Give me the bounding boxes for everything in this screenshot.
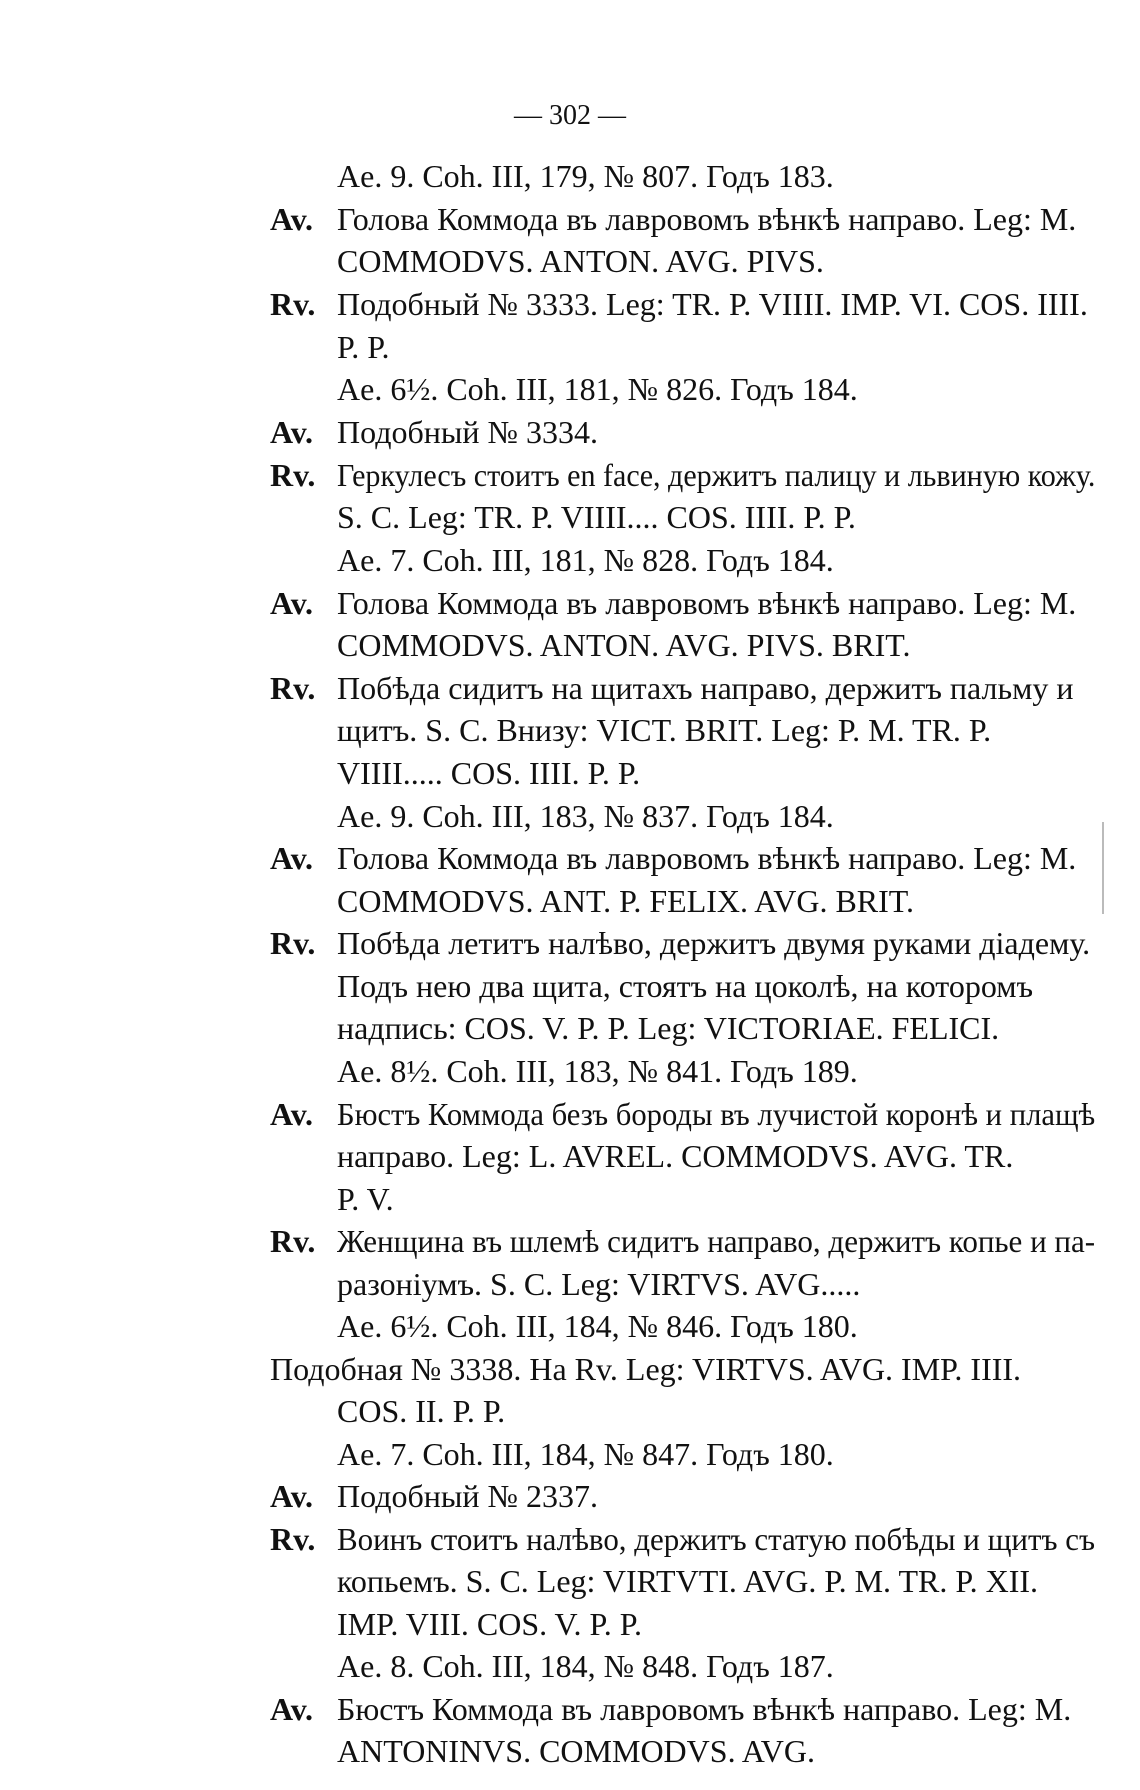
entry-text: P. V. [337, 1181, 394, 1217]
page-number: — 302 — [514, 100, 626, 131]
entry-text: IMP. VIII. COS. V. P. P. [337, 1606, 643, 1642]
obverse-label: Av. [270, 1691, 313, 1727]
obverse-label: Av. [270, 201, 313, 237]
entry-text: Подъ нею два щита, стоятъ на цоколѣ, на которомъ [337, 968, 1034, 1004]
reverse-label: Rv. [270, 925, 316, 961]
entry-text: Женщина въ шлемѣ сидитъ направо, держитъ копье и па- [337, 1223, 1096, 1259]
entry-text: Подобный № 3333. Leg: TR. P. VIIII. IMP. VI. COS. IIII. [337, 286, 1088, 322]
entry-text: Ae. 8½. Coh. III, 183, № 841. Годъ 189. [337, 1053, 858, 1089]
entry-text: щитъ. S. C. Внизу: VICT. BRIT. Leg: P. M. TR. P. [337, 712, 992, 748]
entry-text: COS. II. P. P. [337, 1393, 506, 1429]
reverse-label: Rv. [270, 457, 316, 493]
entry-text: COMMODVS. ANT. P. FELIX. AVG. BRIT. [337, 883, 914, 919]
entry-text: Голова Коммода въ лавровомъ вѣнкѣ направо. Leg: M. [337, 201, 1077, 237]
entry-text: Ae. 9. Coh. III, 179, № 807. Годъ 183. [337, 158, 834, 194]
entry-text: Ae. 6½. Coh. III, 181, № 826. Годъ 184. [337, 371, 858, 407]
entry-text: Геркулесъ стоитъ en face, держитъ палицу и львиную кожу. [337, 457, 1096, 493]
entry-text: Побѣда летитъ налѣво, держитъ двумя руками діадему. [337, 925, 1091, 961]
entry-text: COMMODVS. ANTON. AVG. PIVS. BRIT. [337, 627, 911, 663]
entry-text: Ae. 8. Coh. III, 184, № 848. Годъ 187. [337, 1648, 834, 1684]
entry-text: S. C. Leg: TR. P. VIIII.... COS. IIII. P. P. [337, 499, 856, 535]
obverse-label: Av. [270, 1096, 313, 1132]
entry-text: копьемъ. S. C. Leg: VIRTVTI. AVG. P. M. TR. P. XII. [337, 1563, 1039, 1599]
entry-text: Ae. 7. Coh. III, 184, № 847. Годъ 180. [337, 1436, 834, 1472]
entry-text: Воинъ стоитъ налѣво, держитъ статую побѣды и щитъ съ [337, 1521, 1095, 1557]
obverse-label: Av. [270, 1478, 313, 1514]
entry-text: Ae. 9. Coh. III, 183, № 837. Годъ 184. [337, 798, 834, 834]
entry-text: Голова Коммода въ лавровомъ вѣнкѣ направо. Leg: M. [337, 585, 1077, 621]
reverse-label: Rv. [270, 1521, 316, 1557]
entry-text: Побѣда сидитъ на щитахъ направо, держитъ пальму и [337, 670, 1074, 706]
scan-edge-mark [1102, 822, 1104, 914]
entry-text: надпись: COS. V. P. P. Leg: VICTORIAE. FELICI. [337, 1010, 1000, 1046]
entry-text: Бюстъ Коммода въ лавровомъ вѣнкѣ направо. Leg: M. [337, 1691, 1072, 1727]
entry-text: Подобный № 3334. [337, 414, 599, 450]
entry-text: ANTONINVS. COMMODVS. AVG. [337, 1733, 815, 1769]
entry-text: Подобная № 3338. На Rv. Leg: VIRTVS. AVG. IMP. IIII. [270, 1351, 1022, 1387]
entry-text: Ae. 6½. Coh. III, 184, № 846. Годъ 180. [337, 1308, 858, 1344]
entry-text: Голова Коммода въ лавровомъ вѣнкѣ направо. Leg: M. [337, 840, 1077, 876]
entry-text: VIIII..... COS. IIII. P. P. [337, 755, 641, 791]
reverse-label: Rv. [270, 286, 316, 322]
reverse-label: Rv. [270, 1223, 316, 1259]
entry-text: COMMODVS. ANTON. AVG. PIVS. [337, 243, 824, 279]
reverse-label: Rv. [270, 670, 316, 706]
obverse-label: Av. [270, 840, 313, 876]
obverse-label: Av. [270, 585, 313, 621]
entry-text: Подобный № 2337. [337, 1478, 599, 1514]
entry-text: P. P. [337, 329, 390, 365]
entry-text: Ae. 7. Coh. III, 181, № 828. Годъ 184. [337, 542, 834, 578]
entry-text: разоніумъ. S. C. Leg: VIRTVS. AVG..... [337, 1266, 861, 1302]
entry-text: Бюстъ Коммода безъ бороды въ лучистой коронѣ и плащѣ [337, 1096, 1096, 1132]
obverse-label: Av. [270, 414, 313, 450]
entry-text: направо. Leg: L. AVREL. COMMODVS. AVG. TR. [337, 1138, 1014, 1174]
